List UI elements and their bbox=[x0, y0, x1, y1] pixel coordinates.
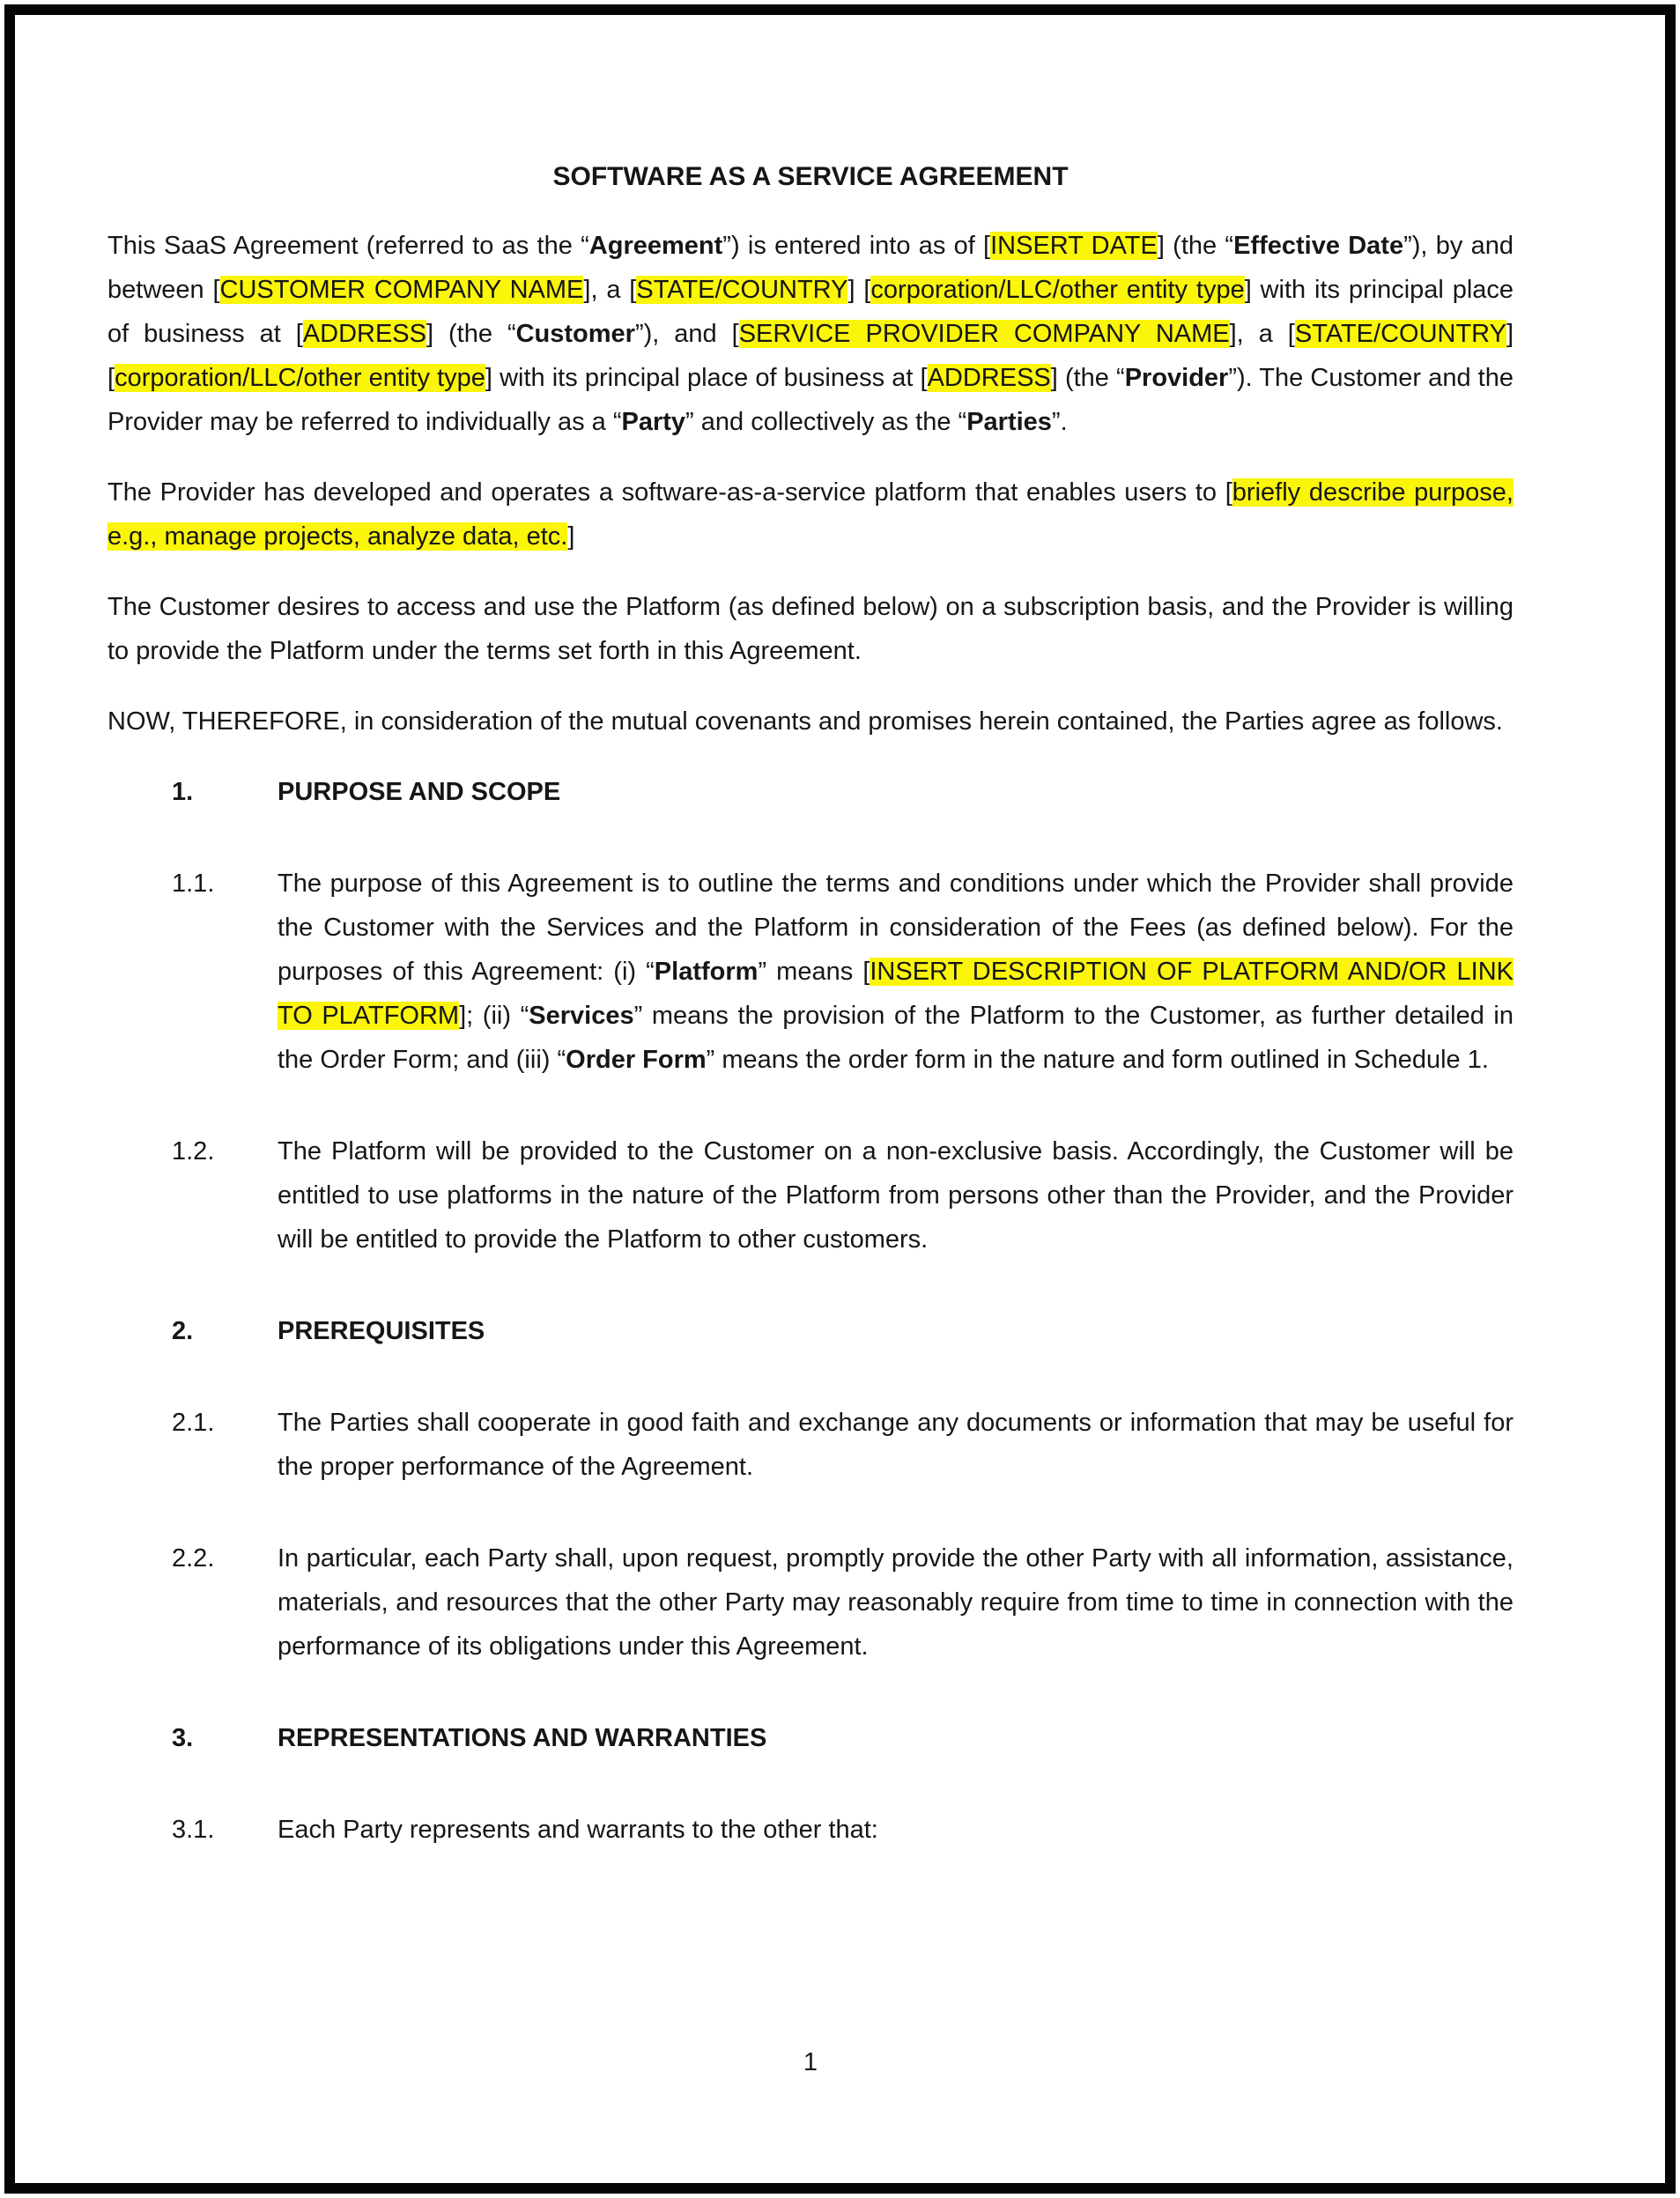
text-run: ]; (ii) “ bbox=[459, 1002, 529, 1030]
text-run: Effective Date bbox=[1233, 232, 1404, 260]
text-run: ] [ bbox=[847, 276, 871, 304]
highlighted-placeholder: INSERT DATE bbox=[990, 232, 1158, 260]
clause-item bbox=[172, 1401, 1513, 1489]
text-run: ”. bbox=[1051, 408, 1068, 436]
text-run: The Platform will be provided to the Customer on a non-exclusive basis. Accordingly, the Customer will be entitled to use platforms in the nature of the Platform from persons other than the Provider, and the Provider will be entitled to provide the Platform to other customers. bbox=[278, 1137, 1513, 1254]
text-run: The Parties shall cooperate in good faith and exchange any documents or information that may be useful for the proper performance of the Agreement. bbox=[278, 1409, 1513, 1481]
text-run: ], a [ bbox=[583, 276, 637, 304]
clause-item bbox=[172, 1129, 1513, 1262]
document-title: SOFTWARE AS A SERVICE AGREEMENT bbox=[552, 162, 1069, 191]
highlighted-placeholder: ADDRESS bbox=[302, 320, 426, 348]
intro-paragraph bbox=[107, 470, 1513, 559]
intro-paragraph bbox=[107, 224, 1513, 444]
text-run: ”). The Customer and the Provider may be referred to individually as a “ bbox=[107, 364, 1513, 436]
clause-item bbox=[172, 862, 1513, 1082]
clause-number: 1.1. bbox=[172, 870, 215, 898]
clause-number: 1.2. bbox=[172, 1137, 215, 1166]
text-run: ], a [ bbox=[1229, 320, 1295, 348]
clause-number: 3.1. bbox=[172, 1816, 215, 1844]
text-run: The Provider has developed and operates a software-as-a-service platform that enables users to [ bbox=[107, 478, 1232, 507]
text-run: ”), and [ bbox=[634, 320, 739, 348]
highlighted-placeholder: corporation/LLC/other entity type bbox=[870, 276, 1245, 304]
clause-number: 2.1. bbox=[172, 1409, 215, 1437]
page-number: 1 bbox=[803, 2048, 818, 2076]
clause-text bbox=[278, 1808, 1513, 1852]
section-heading-row bbox=[172, 1716, 1513, 1760]
text-run: Order Form bbox=[566, 1046, 707, 1074]
highlighted-placeholder: STATE/COUNTRY bbox=[636, 276, 848, 304]
text-run: ] (the “ bbox=[426, 320, 516, 348]
clause-number: 2.2. bbox=[172, 1544, 215, 1573]
text-run: ] with its principal place of business at [ bbox=[107, 276, 1514, 348]
text-run: ] (the “ bbox=[1157, 232, 1234, 260]
section-number: 1. bbox=[172, 778, 194, 806]
highlighted-placeholder: CUSTOMER COMPANY NAME bbox=[219, 276, 584, 304]
highlighted-placeholder: corporation/LLC/other entity type bbox=[115, 364, 485, 392]
text-run: ] (the “ bbox=[1050, 364, 1125, 392]
text-run: Provider bbox=[1124, 364, 1229, 392]
section-number: 2. bbox=[172, 1317, 194, 1345]
text-run: ” and collectively as the “ bbox=[685, 408, 967, 436]
text-run: ] [ bbox=[107, 320, 1513, 392]
clause-item bbox=[172, 1808, 1513, 1852]
clause-text bbox=[278, 1401, 1513, 1489]
section-heading-row bbox=[172, 1309, 1513, 1353]
highlighted-placeholder: SERVICE PROVIDER COMPANY NAME bbox=[738, 320, 1230, 348]
text-run: The purpose of this Agreement is to outline the terms and conditions under which the Provider shall provide the Customer with the Services and the Platform in consideration of the Fees (as defined below). For the purposes of this Agreement: (i) “ bbox=[278, 870, 1513, 986]
section-heading: PREREQUISITES bbox=[278, 1317, 485, 1345]
section-heading-row bbox=[172, 770, 1513, 814]
text-run: The Customer desires to access and use the Platform (as defined below) on a subscription basis, and the Provider is willing to provide the Platform under the terms set forth in this Agreement. bbox=[107, 593, 1513, 665]
text-run: Platform bbox=[654, 958, 759, 986]
clause-text bbox=[278, 862, 1513, 1082]
text-run: Customer bbox=[515, 320, 635, 348]
text-run: Parties bbox=[966, 408, 1052, 436]
document-content bbox=[107, 155, 1513, 1899]
text-run: ] with its principal place of business at [ bbox=[485, 364, 928, 392]
text-run: Services bbox=[529, 1002, 634, 1030]
section-number: 3. bbox=[172, 1724, 194, 1752]
text-run: Agreement bbox=[588, 232, 723, 260]
text-run: Each Party represents and warrants to the other that: bbox=[278, 1816, 878, 1844]
text-run: NOW, THEREFORE, in consideration of the mutual covenants and promises herein contained, the Parties agree as follows. bbox=[107, 707, 1503, 736]
clause-item bbox=[172, 1536, 1513, 1669]
text-run: ] bbox=[567, 522, 575, 551]
intro-paragraphs bbox=[107, 224, 1513, 744]
text-run: ” means [ bbox=[758, 958, 870, 986]
highlighted-placeholder: ADDRESS bbox=[927, 364, 1051, 392]
intro-paragraph bbox=[107, 585, 1513, 673]
section-heading: PURPOSE AND SCOPE bbox=[278, 778, 561, 806]
section-heading: REPRESENTATIONS AND WARRANTIES bbox=[278, 1724, 767, 1752]
text-run: ” means the order form in the nature and form outlined in Schedule 1. bbox=[706, 1046, 1489, 1074]
intro-paragraph bbox=[107, 699, 1513, 744]
clause-text bbox=[278, 1129, 1513, 1262]
text-run: In particular, each Party shall, upon request, promptly provide the other Party with all information, assistance, materials, and resources that the other Party may reasonably require from time to time in connection with the performance of its obligations under this Agreement. bbox=[278, 1544, 1513, 1661]
text-run: Party bbox=[621, 408, 686, 436]
highlighted-placeholder: briefly describe purpose, e.g., manage projects, analyze data, etc. bbox=[107, 478, 1513, 551]
text-run: This SaaS Agreement (referred to as the “ bbox=[107, 232, 589, 260]
text-run: ”) is entered into as of [ bbox=[722, 232, 991, 260]
highlighted-placeholder: STATE/COUNTRY bbox=[1294, 320, 1506, 348]
text-run: ” means the provision of the Platform to the Customer, as further detailed in the Order Form; and (iii) “ bbox=[278, 1002, 1513, 1074]
clause-text bbox=[278, 1536, 1513, 1669]
highlighted-placeholder: INSERT DESCRIPTION OF PLATFORM AND/OR LINK TO PLATFORM bbox=[278, 958, 1513, 1030]
text-run: ”), by and between [ bbox=[107, 232, 1513, 304]
sections bbox=[107, 770, 1513, 1852]
